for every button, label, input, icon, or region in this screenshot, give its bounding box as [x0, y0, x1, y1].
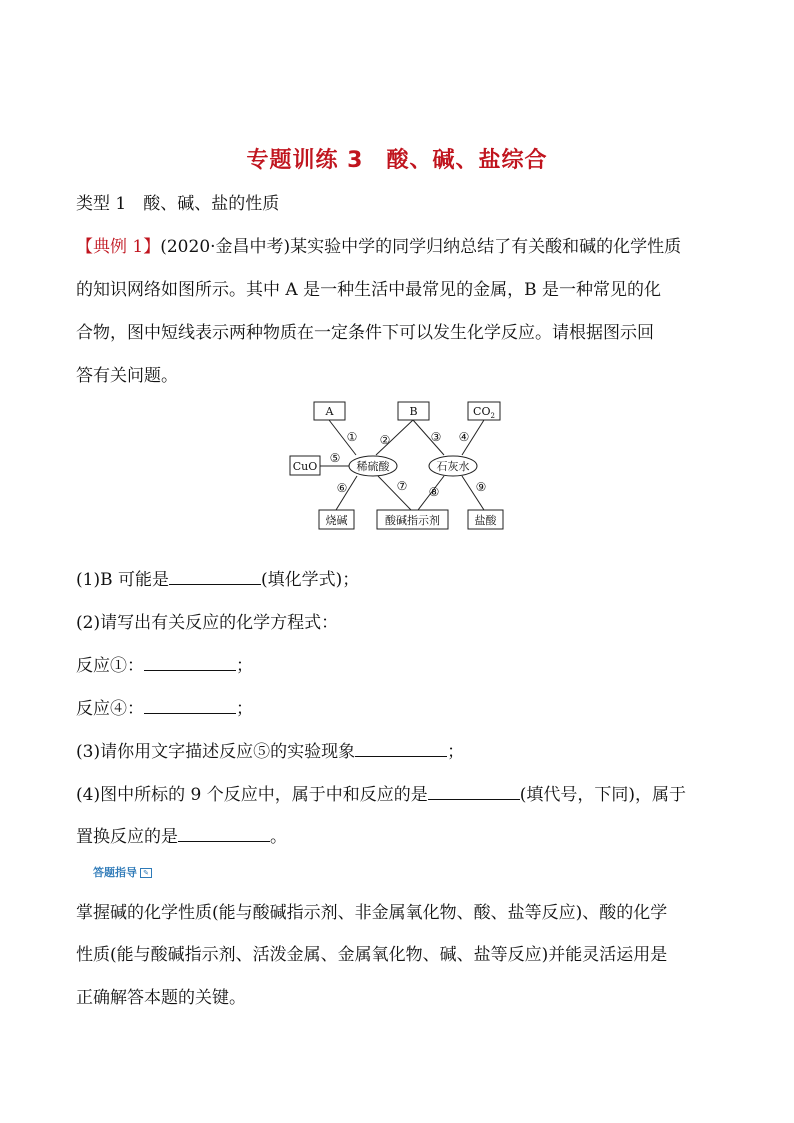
question-4 — [76, 780, 686, 805]
q4-end: 。 — [270, 827, 287, 847]
q4-displacement-blank[interactable] — [178, 825, 270, 842]
r1-text: 反应①： — [76, 656, 144, 676]
reaction-num-1: ① — [346, 430, 358, 444]
question-3 — [76, 737, 464, 762]
r4-suffix: ； — [236, 699, 253, 719]
reaction-num-5: ⑤ — [329, 451, 341, 465]
q3-suffix: ； — [447, 742, 465, 762]
reaction-num-6: ⑥ — [336, 481, 348, 495]
reaction-num-2: ② — [379, 433, 391, 447]
q1-suffix: (填化学式)； — [260, 570, 360, 590]
page-title: 专题训练 3 酸、碱、盐综合 — [246, 148, 548, 173]
reaction-num-4: ④ — [458, 430, 470, 444]
example-text-1: (2020·金昌中考)某实验中学的同学归纳总结了有关酸和碱的化学性质 — [160, 237, 682, 257]
r1-suffix: ； — [236, 656, 253, 676]
box-b-label: B — [409, 405, 418, 418]
box-cuo-label: CuO — [292, 460, 318, 473]
q4-text-2: 置换反应的是 — [76, 827, 178, 847]
co2-main: CO — [473, 405, 491, 418]
example-line-2: 的知识网络如图所示。其中 A 是一种生活中最常见的金属，B 是一种常见的化 — [76, 280, 661, 300]
r4-answer-blank[interactable] — [144, 697, 236, 714]
pencil-icon: ✎ — [140, 868, 152, 878]
q1-answer-blank[interactable] — [169, 568, 261, 585]
hint-line-1: 掌握碱的化学性质(能与酸碱指示剂、非金属氧化物、酸、盐等反应)、酸的化学 — [76, 903, 668, 923]
hint-badge-label: 答题指导 — [93, 866, 137, 879]
question-2: (2)请写出有关反应的化学方程式： — [76, 613, 339, 633]
example-line-3: 合物，图中短线表示两种物质在一定条件下可以发生化学反应。请根据图示回 — [76, 323, 654, 343]
reaction-network-diagram — [0, 0, 794, 560]
reaction-num-9: ⑨ — [475, 480, 487, 494]
question-2-reaction-4 — [76, 694, 253, 719]
question-1 — [76, 565, 359, 590]
q3-answer-blank[interactable] — [355, 740, 447, 757]
section-heading: 类型 1 酸、碱、盐的性质 — [76, 194, 280, 214]
box-co2-label — [473, 405, 495, 420]
question-2-reaction-1 — [76, 651, 253, 676]
box-indicator-label: 酸碱指示剂 — [385, 514, 440, 527]
reaction-num-8: ⑧ — [428, 485, 440, 499]
ellipse-h2so4-label: 稀硫酸 — [356, 460, 390, 473]
reaction-num-3: ③ — [430, 430, 442, 444]
box-hcl-label: 盐酸 — [474, 514, 497, 527]
hint-line-2: 性质(能与酸碱指示剂、活泼金属、金属氧化物、碱、盐等反应)并能灵活运用是 — [76, 945, 668, 965]
reaction-num-7: ⑦ — [396, 479, 408, 493]
q4-neutralization-blank[interactable] — [428, 783, 520, 800]
box-naoh-label: 烧碱 — [325, 514, 348, 527]
r4-text: 反应④： — [76, 699, 144, 719]
question-4-cont — [76, 822, 287, 847]
q4-middle: (填代号，下同)，属于 — [519, 785, 686, 805]
example-line-4: 答有关问题。 — [76, 366, 178, 386]
r1-answer-blank[interactable] — [144, 654, 236, 671]
q4-text: (4)图中所标的 9 个反应中，属于中和反应的是 — [76, 785, 428, 805]
hint-badge — [93, 864, 152, 880]
example-label: 【典例 1】 — [76, 237, 161, 257]
q3-text: (3)请你用文字描述反应⑤的实验现象 — [76, 742, 356, 762]
ellipse-limewater-label: 石灰水 — [436, 460, 470, 473]
hint-line-3: 正确解答本题的关键。 — [76, 988, 246, 1008]
q1-text: (1)B 可能是 — [76, 570, 169, 590]
co2-subscript: 2 — [490, 412, 495, 420]
box-a-label: A — [325, 405, 334, 418]
